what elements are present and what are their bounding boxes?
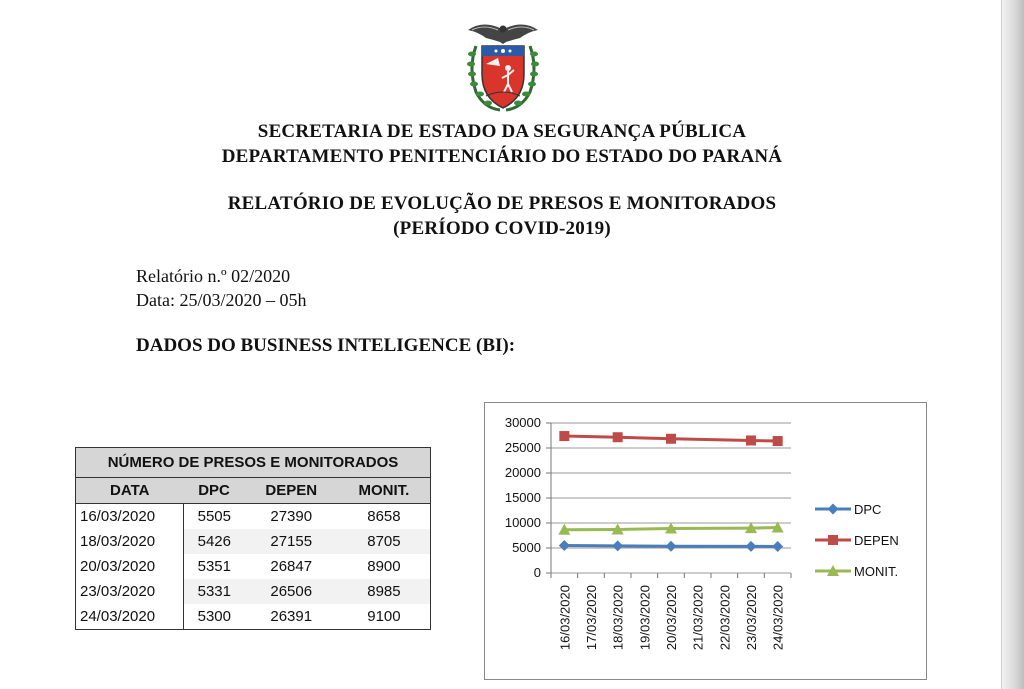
y-tick-label: 20000: [504, 465, 541, 480]
y-tick-label: 30000: [504, 415, 541, 430]
column-header-monit: MONIT.: [338, 478, 431, 504]
scan-edge-line: [1001, 0, 1002, 689]
y-tick-label: 10000: [504, 515, 541, 530]
data-point: [613, 432, 623, 442]
x-tick-label: 18/03/2020: [610, 585, 626, 651]
report-title: RELATÓRIO DE EVOLUÇÃO DE PRESOS E MONITORADOS: [227, 193, 777, 214]
cell-monit: 8985: [338, 579, 431, 604]
legend-label: DEPEN: [854, 533, 899, 548]
evolution-line-chart: [484, 402, 927, 680]
report-date: Data: 25/03/2020 – 05h: [136, 290, 307, 310]
column-header-depen: DEPEN: [245, 478, 338, 504]
x-tick-label: 24/03/2020: [770, 585, 786, 651]
y-tick-label: 0: [533, 565, 541, 580]
cell-depen: 26847: [270, 558, 313, 575]
data-point: [612, 540, 623, 551]
scan-edge-shadow: [1002, 0, 1024, 689]
cell-depen: 27390: [270, 508, 313, 525]
cell-dpc: 5426: [184, 529, 245, 554]
cell-depen: 27155: [245, 529, 338, 554]
data-point: [773, 436, 783, 446]
legend-marker: [828, 535, 838, 545]
cell-monit: 8658: [367, 508, 401, 525]
cell-monit: 9100: [367, 608, 401, 625]
x-tick-label: 16/03/2020: [557, 585, 573, 651]
legend-marker: [828, 504, 839, 515]
x-tick-label: 20/03/2020: [664, 585, 679, 651]
table-row: [76, 604, 431, 630]
data-point: [746, 541, 757, 552]
cell-depen: 26506: [245, 579, 338, 604]
x-tick-label: 23/03/2020: [744, 585, 759, 651]
cell-dpc: 5300: [197, 608, 231, 625]
x-tick-label: 17/03/2020: [584, 585, 599, 651]
data-point: [666, 541, 677, 552]
report-number: Relatório n.º 02/2020: [136, 266, 291, 286]
report-subtitle: (PERÍODO COVID-2019): [393, 218, 611, 239]
y-tick-label: 15000: [504, 490, 541, 505]
table-row: [76, 579, 431, 604]
cell-monit: 8705: [338, 529, 431, 554]
legend-label: MONIT.: [854, 564, 899, 579]
legend-label: DPC: [854, 502, 882, 517]
section-title: DADOS DO BUSINESS INTELIGENCE (BI):: [136, 335, 516, 356]
data-point: [559, 540, 570, 551]
header-line-2: DEPARTAMENTO PENITENCIÁRIO DO ESTADO DO PARANÁ: [221, 146, 783, 167]
data-point: [746, 435, 756, 445]
y-tick-label: 25000: [504, 440, 541, 455]
cell-dpc: 5505: [197, 508, 231, 525]
table-caption: NÚMERO DE PRESOS E MONITORADOS: [76, 448, 431, 478]
header-line-1: SECRETARIA DE ESTADO DA SEGURANÇA PÚBLICA: [257, 121, 747, 142]
coat-of-arms-emblem: [462, 18, 544, 118]
data-point: [666, 434, 676, 444]
cell-date: 16/03/2020: [76, 504, 184, 530]
data-point: [559, 431, 569, 441]
data-point: [772, 541, 783, 552]
cell-date: 24/03/2020: [76, 604, 184, 630]
x-tick-label: 19/03/2020: [637, 585, 653, 651]
y-tick-label: 5000: [512, 540, 541, 555]
cell-dpc: 5331: [184, 579, 245, 604]
x-tick-label: 21/03/2020: [690, 585, 706, 651]
cell-date: 23/03/2020: [76, 579, 184, 604]
cell-depen: 26391: [270, 608, 313, 625]
cell-monit: 8900: [367, 558, 401, 575]
chart-canvas: [485, 403, 926, 679]
column-header-dpc: DPC: [184, 478, 245, 504]
prisoner-table: [75, 447, 431, 630]
table-row: [76, 554, 431, 579]
cell-date: 20/03/2020: [76, 554, 184, 579]
x-tick-label: 22/03/2020: [717, 585, 733, 651]
cell-dpc: 5351: [197, 558, 231, 575]
column-header-date: DATA: [76, 478, 184, 504]
table-row: [76, 529, 431, 554]
table-row: [76, 504, 431, 530]
cell-date: 18/03/2020: [76, 529, 184, 554]
